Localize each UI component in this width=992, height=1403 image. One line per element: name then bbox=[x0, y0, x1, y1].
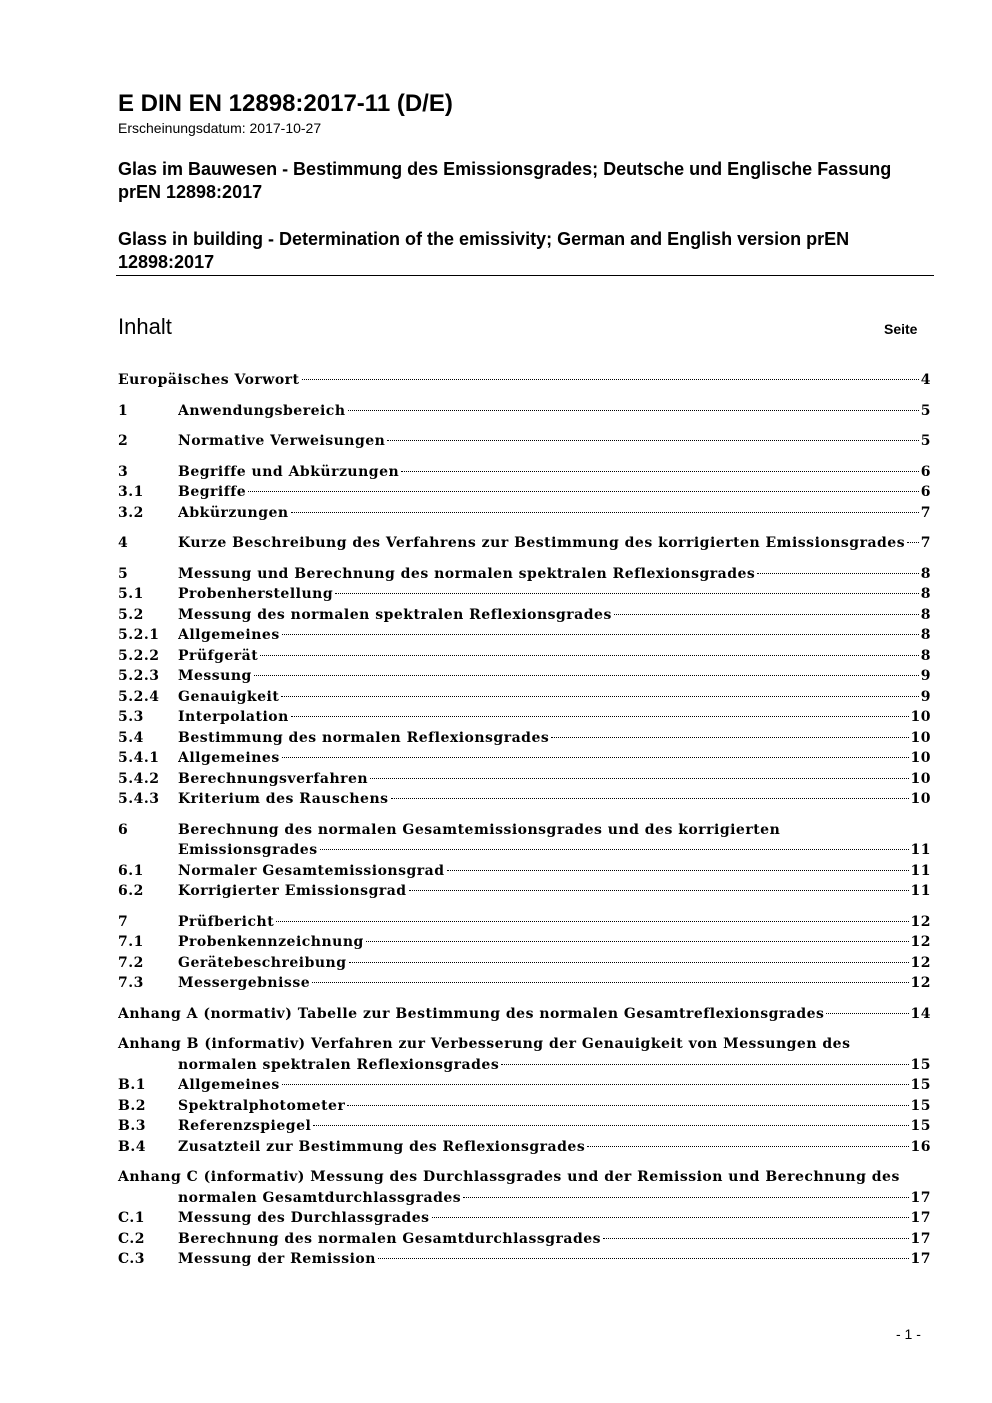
toc-entry-page: 16 bbox=[910, 1138, 931, 1155]
toc-entry[interactable] bbox=[118, 973, 931, 994]
toc-entry[interactable] bbox=[118, 932, 931, 953]
toc-entry[interactable] bbox=[118, 748, 931, 769]
toc-entry[interactable] bbox=[118, 789, 931, 810]
toc-entry-title: Bestimmung des normalen Reflexionsgrades bbox=[178, 729, 550, 746]
toc-entry[interactable] bbox=[118, 728, 931, 749]
toc-entry[interactable] bbox=[118, 687, 931, 708]
toc-entry[interactable] bbox=[118, 1167, 931, 1188]
toc-entry[interactable] bbox=[118, 1075, 931, 1096]
toc-entry-page: 12 bbox=[910, 913, 931, 930]
toc-entry-page: 12 bbox=[910, 934, 931, 950]
dot-leader bbox=[248, 491, 919, 492]
toc-entry-page: 15 bbox=[910, 1056, 931, 1073]
toc-entry-title: Prüfbericht bbox=[178, 913, 275, 930]
toc-entry-page: 17 bbox=[910, 1251, 931, 1267]
toc-entry-title-continued: normalen Gesamtdurchlassgrades bbox=[178, 1189, 462, 1206]
dot-leader bbox=[366, 941, 909, 942]
toc-entry-title: Berechnungsverfahren bbox=[178, 770, 369, 787]
toc-entry[interactable] bbox=[118, 584, 931, 605]
toc-entry-page: 15 bbox=[910, 1097, 931, 1114]
dot-leader bbox=[463, 1197, 908, 1198]
toc-entry-title: Europäisches Vorwort bbox=[118, 372, 300, 388]
toc-entry-number: 5.2.2 bbox=[118, 647, 160, 664]
toc-entry-page: 6 bbox=[920, 484, 931, 500]
dot-leader bbox=[276, 921, 908, 922]
toc-entry-continuation[interactable] bbox=[118, 1055, 931, 1076]
toc-entry-number: B.2 bbox=[118, 1097, 146, 1114]
toc-entry-page: 11 bbox=[910, 862, 931, 879]
toc-entry[interactable] bbox=[118, 707, 931, 728]
toc-entry-page: 8 bbox=[920, 627, 931, 643]
toc-entry-title: Berechnung des normalen Gesamtdurchlassgrades bbox=[178, 1230, 602, 1247]
dot-leader bbox=[282, 757, 909, 758]
toc-entry-number: 5.2.3 bbox=[118, 668, 160, 684]
toc-entry[interactable] bbox=[118, 820, 931, 841]
toc-entry-number: 7.3 bbox=[118, 975, 144, 991]
toc-entry[interactable] bbox=[118, 912, 931, 933]
toc-entry-title: Interpolation bbox=[178, 709, 289, 725]
toc-entry[interactable] bbox=[118, 503, 931, 524]
contents-heading: Inhalt bbox=[118, 314, 172, 339]
toc-entry[interactable] bbox=[118, 401, 931, 422]
toc-entry-page: 8 bbox=[920, 647, 931, 664]
toc-entry-number: 6 bbox=[118, 821, 129, 838]
toc-entry-number: 4 bbox=[118, 535, 129, 551]
toc-entry-title: Probenherstellung bbox=[178, 586, 334, 602]
toc-entry-page: 17 bbox=[910, 1230, 931, 1247]
toc-entry-page: 8 bbox=[920, 565, 931, 582]
toc-entry-page: 10 bbox=[910, 709, 931, 725]
toc-entry-number: B.3 bbox=[118, 1118, 146, 1134]
toc-entry-page: 12 bbox=[910, 954, 931, 971]
toc-entry-title: Normative Verweisungen bbox=[178, 433, 386, 449]
toc-entry-title: Allgemeines bbox=[178, 750, 280, 766]
toc-entry-number: 6.2 bbox=[118, 883, 144, 899]
toc-entry-page: 17 bbox=[910, 1189, 931, 1206]
dot-leader bbox=[291, 716, 909, 717]
toc-entry[interactable] bbox=[118, 1004, 931, 1025]
toc-entry-number: 5.3 bbox=[118, 709, 144, 725]
title-english: Glass in building - Determination of the emissivity; German and English version prEN 12898:2017 bbox=[118, 229, 850, 272]
toc-entry-page: 10 bbox=[910, 729, 931, 746]
toc-entry-page: 5 bbox=[920, 433, 931, 449]
toc-entry-title: Messergebnisse bbox=[178, 975, 311, 991]
toc-entry[interactable] bbox=[118, 1096, 931, 1117]
toc-entry-number: 5.2 bbox=[118, 606, 144, 623]
toc-entry-page: 9 bbox=[920, 668, 931, 684]
toc-entry[interactable] bbox=[118, 1208, 931, 1229]
toc-entry-page: 10 bbox=[910, 791, 931, 807]
toc-entry-number: 3.2 bbox=[118, 504, 144, 521]
toc-entry-number: 5 bbox=[118, 565, 129, 582]
toc-entry-number: 3 bbox=[118, 463, 129, 480]
dot-leader bbox=[447, 870, 909, 871]
toc-entry-page: 14 bbox=[910, 1005, 931, 1022]
toc-entry-page: 4 bbox=[920, 372, 931, 388]
toc-entry[interactable] bbox=[118, 625, 931, 646]
dot-leader bbox=[614, 614, 919, 615]
dot-leader bbox=[320, 849, 909, 850]
toc-entry-title: Berechnung des normalen Gesamtemissionsgrades und des korrigierten bbox=[178, 821, 781, 838]
toc-entry-number: C.3 bbox=[118, 1251, 146, 1267]
toc-entry-title: Kurze Beschreibung des Verfahrens zur Bestimmung des korrigierten Emissionsgrades bbox=[178, 535, 906, 551]
toc-entry-title: Prüfgerät bbox=[178, 647, 259, 664]
toc-entry-title: Zusatzteil zur Bestimmung des Reflexionsgrades bbox=[178, 1138, 586, 1155]
toc-entry-title: Messung und Berechnung des normalen spektralen Reflexionsgrades bbox=[178, 565, 756, 582]
toc-entry-title: Anhang A (normativ) Tabelle zur Bestimmung des normalen Gesamtreflexionsgrades bbox=[118, 1005, 825, 1022]
toc-entry-title: Begriffe bbox=[178, 484, 247, 500]
toc-entry-title: Probenkennzeichnung bbox=[178, 934, 364, 950]
dot-leader bbox=[312, 982, 908, 983]
toc-entry[interactable] bbox=[118, 1249, 931, 1270]
toc-entry[interactable] bbox=[118, 370, 931, 391]
dot-leader bbox=[409, 890, 909, 891]
page-column-heading: Seite bbox=[884, 321, 918, 337]
table-of-contents bbox=[118, 370, 931, 1270]
dot-leader bbox=[378, 1258, 909, 1259]
toc-entry-title: Allgemeines bbox=[178, 1077, 280, 1093]
toc-entry-page: 15 bbox=[910, 1118, 931, 1134]
toc-entry-title: Genauigkeit bbox=[178, 688, 280, 705]
toc-entry-page: 15 bbox=[910, 1077, 931, 1093]
toc-entry-number: C.2 bbox=[118, 1230, 146, 1247]
toc-entry-title: Gerätebeschreibung bbox=[178, 954, 347, 971]
dot-leader bbox=[401, 471, 919, 472]
toc-entry-page: 17 bbox=[910, 1210, 931, 1226]
document-id: E DIN EN 12898:2017-11 (D/E) bbox=[118, 90, 453, 117]
toc-entry-title: Allgemeines bbox=[178, 627, 280, 643]
toc-entry-title-continued: Emissionsgrades bbox=[178, 842, 318, 858]
toc-entry-title: Abkürzungen bbox=[178, 504, 289, 521]
toc-entry-continuation[interactable] bbox=[118, 1188, 931, 1209]
publication-date: Erscheinungsdatum: 2017-10-27 bbox=[118, 120, 322, 136]
dot-leader bbox=[387, 440, 918, 441]
dot-leader bbox=[587, 1146, 908, 1147]
toc-entry-number: B.1 bbox=[118, 1077, 146, 1093]
page-number: - 1 - bbox=[896, 1326, 921, 1342]
toc-entry-number: 3.1 bbox=[118, 484, 144, 500]
toc-entry-title: Messung der Remission bbox=[178, 1251, 376, 1267]
toc-entry[interactable] bbox=[118, 482, 931, 503]
toc-entry[interactable] bbox=[118, 462, 931, 483]
dot-leader bbox=[603, 1238, 908, 1239]
toc-entry-title: Anhang B (informativ) Verfahren zur Verbesserung der Genauigkeit von Messungen des bbox=[118, 1036, 851, 1052]
header-divider bbox=[116, 275, 934, 276]
toc-entry-page: 12 bbox=[910, 975, 931, 991]
dot-leader bbox=[291, 512, 919, 513]
dot-leader bbox=[551, 737, 908, 738]
dot-leader bbox=[347, 1105, 908, 1106]
toc-entry-number: 5.2.1 bbox=[118, 627, 160, 643]
toc-entry-number: 7 bbox=[118, 913, 129, 930]
dot-leader bbox=[757, 573, 918, 574]
toc-entry-number: 5.4.1 bbox=[118, 750, 160, 766]
toc-entry-title-continued: normalen spektralen Reflexionsgrades bbox=[178, 1056, 500, 1073]
toc-entry[interactable] bbox=[118, 605, 931, 626]
toc-entry-number: 1 bbox=[118, 402, 129, 419]
dot-leader bbox=[282, 1084, 909, 1085]
toc-entry[interactable] bbox=[118, 881, 931, 902]
toc-entry[interactable] bbox=[118, 769, 931, 790]
toc-entry[interactable] bbox=[118, 1116, 931, 1137]
dot-leader bbox=[349, 962, 909, 963]
toc-entry[interactable] bbox=[118, 861, 931, 882]
dot-leader bbox=[313, 1125, 908, 1126]
toc-entry[interactable] bbox=[118, 646, 931, 667]
toc-entry-title: Messung des normalen spektralen Reflexionsgrades bbox=[178, 606, 612, 623]
toc-entry-title: Kriterium des Rauschens bbox=[178, 791, 389, 807]
toc-entry[interactable] bbox=[118, 1034, 931, 1055]
toc-entry-title: Messung des Durchlassgrades bbox=[178, 1210, 430, 1226]
toc-entry-title: Referenzspiegel bbox=[178, 1118, 312, 1134]
toc-entry-title: Korrigierter Emissionsgrad bbox=[178, 883, 407, 899]
toc-entry-page: 7 bbox=[920, 535, 931, 551]
dot-leader bbox=[260, 655, 919, 656]
toc-entry-number: B.4 bbox=[118, 1138, 146, 1155]
toc-entry-number: 5.2.4 bbox=[118, 688, 160, 705]
toc-entry[interactable] bbox=[118, 666, 931, 687]
toc-entry-number: 5.4 bbox=[118, 729, 144, 746]
dot-leader bbox=[282, 634, 919, 635]
title-german: Glas im Bauwesen - Bestimmung des Emissionsgrades; Deutsche und Englische Fassung prEN 12898:2017 bbox=[118, 159, 892, 202]
toc-entry-page: 6 bbox=[920, 463, 931, 480]
dot-leader bbox=[370, 778, 908, 779]
toc-entry-number: 7.1 bbox=[118, 934, 144, 950]
toc-entry-page: 10 bbox=[910, 770, 931, 787]
toc-entry[interactable] bbox=[118, 533, 931, 554]
toc-entry[interactable] bbox=[118, 953, 931, 974]
toc-entry-number: C.1 bbox=[118, 1210, 146, 1226]
toc-entry-title: Spektralphotometer bbox=[178, 1097, 346, 1114]
toc-entry-page: 9 bbox=[920, 688, 931, 705]
toc-entry[interactable] bbox=[118, 431, 931, 452]
toc-entry-page: 7 bbox=[920, 504, 931, 521]
dot-leader bbox=[907, 542, 919, 543]
toc-entry-title: Normaler Gesamtemissionsgrad bbox=[178, 862, 445, 879]
dot-leader bbox=[826, 1013, 908, 1014]
toc-entry-continuation[interactable] bbox=[118, 840, 931, 861]
dot-leader bbox=[348, 410, 919, 411]
dot-leader bbox=[302, 379, 919, 380]
toc-entry-title: Begriffe und Abkürzungen bbox=[178, 463, 400, 480]
toc-entry-page: 10 bbox=[910, 750, 931, 766]
dot-leader bbox=[501, 1064, 908, 1065]
toc-entry-number: 7.2 bbox=[118, 954, 144, 971]
toc-entry-title: Messung bbox=[178, 668, 252, 684]
toc-entry-page: 8 bbox=[920, 586, 931, 602]
toc-entry-page: 11 bbox=[910, 842, 931, 858]
toc-entry[interactable] bbox=[118, 1229, 931, 1250]
toc-entry[interactable] bbox=[118, 1137, 931, 1158]
dot-leader bbox=[254, 675, 919, 676]
dot-leader bbox=[335, 593, 919, 594]
toc-entry-number: 5.1 bbox=[118, 586, 144, 602]
toc-entry-number: 2 bbox=[118, 433, 129, 449]
dot-leader bbox=[391, 798, 909, 799]
toc-entry-number: 5.4.2 bbox=[118, 770, 160, 787]
toc-entry-page: 8 bbox=[920, 606, 931, 623]
toc-entry-page: 5 bbox=[920, 402, 931, 419]
toc-entry-page: 11 bbox=[910, 883, 931, 899]
dot-leader bbox=[281, 696, 918, 697]
toc-entry-title: Anhang C (informativ) Messung des Durchlassgrades und der Remission und Berechnung des bbox=[118, 1169, 900, 1185]
toc-entry-number: 6.1 bbox=[118, 862, 144, 879]
toc-entry-title: Anwendungsbereich bbox=[178, 402, 346, 419]
toc-entry[interactable] bbox=[118, 564, 931, 585]
dot-leader bbox=[432, 1217, 909, 1218]
toc-entry-number: 5.4.3 bbox=[118, 791, 160, 807]
